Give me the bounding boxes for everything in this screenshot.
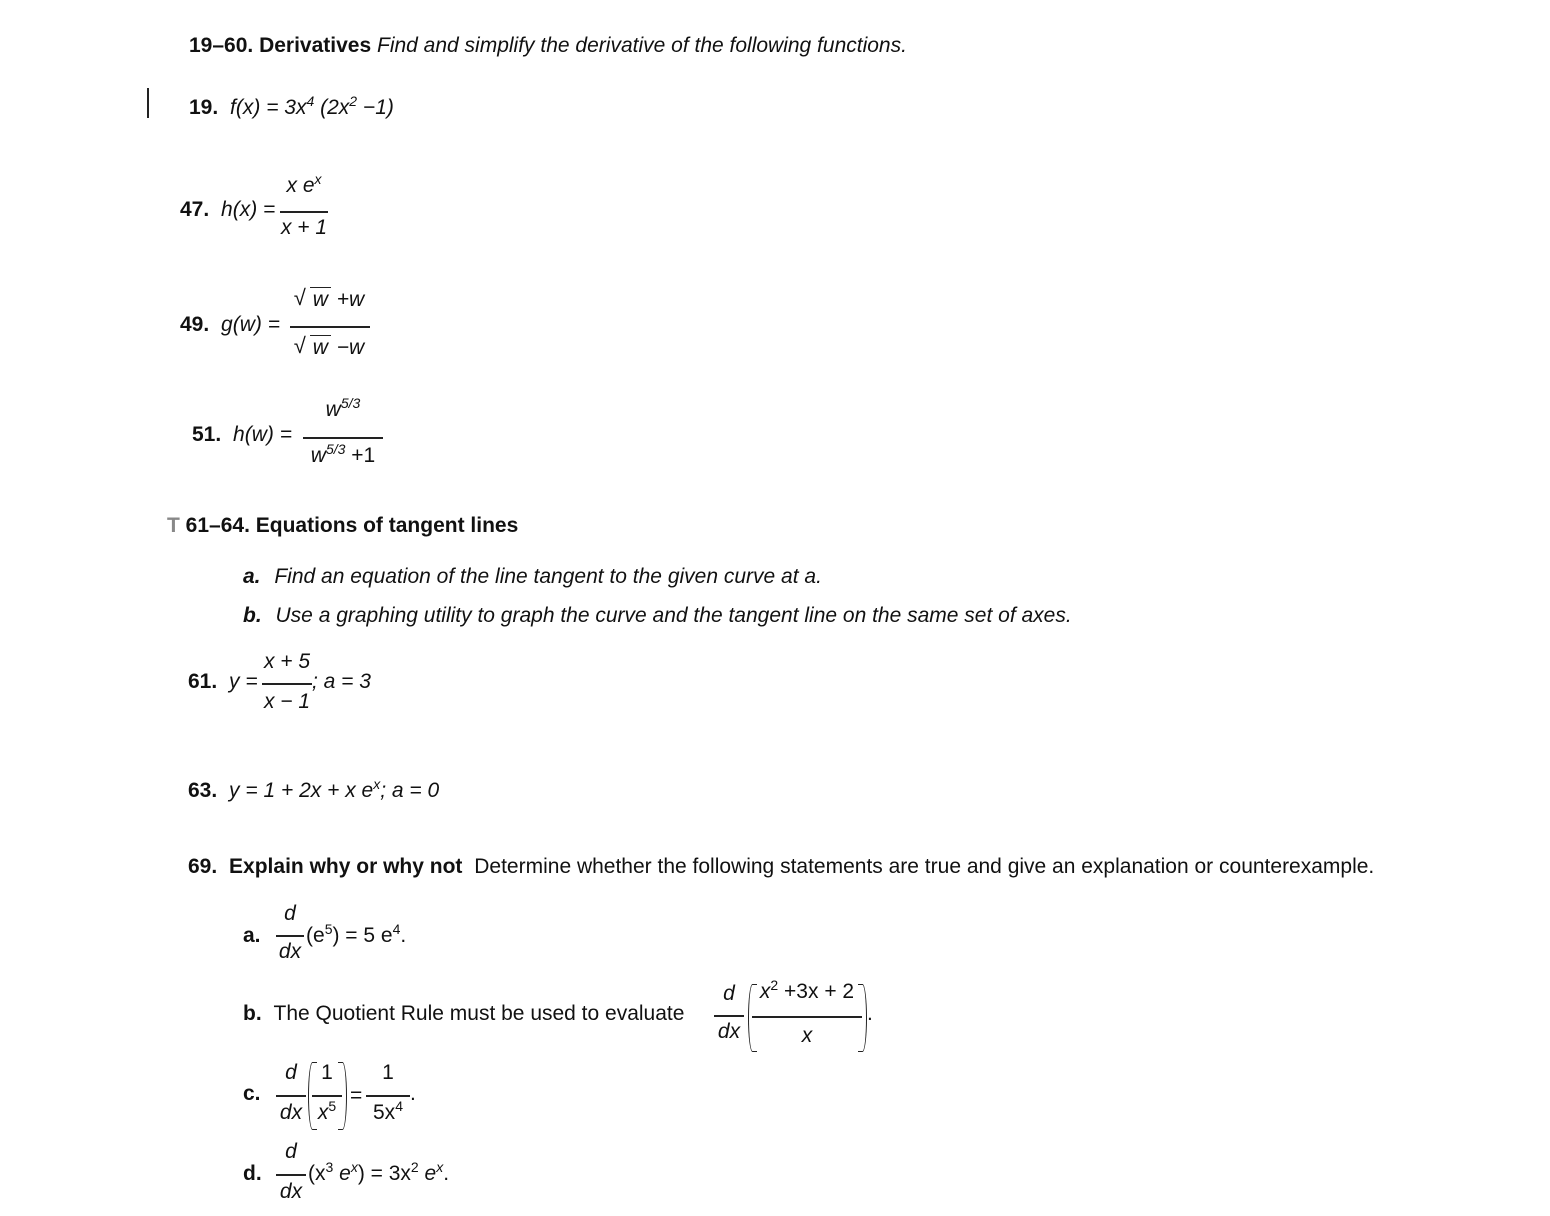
statement-a-label: a. (243, 924, 261, 947)
denominator: $w^{5/3} +1$ (310, 441, 376, 467)
problem-lhs: y = (229, 670, 258, 693)
right-paren (338, 1062, 347, 1130)
problem-19 (189, 93, 394, 120)
statement-c-inner-fraction: 1 $x^5$ (312, 1061, 342, 1127)
statement-a-expression: $(e^5) = 5$ $e^4$. (306, 921, 407, 947)
statement-label: b. (243, 1002, 262, 1025)
statement-b-fraction: $x^2 +3x + 2$ x (752, 980, 862, 1050)
right-paren (858, 984, 867, 1052)
problem-69-header (188, 855, 1374, 879)
fraction-47 (280, 171, 328, 244)
section-title: Equations of tangent lines (255, 514, 519, 537)
problem-number: 49. (180, 313, 210, 336)
numerator: x $e^x$ (286, 171, 322, 197)
section-range: 19–60. (189, 34, 254, 57)
denominator: x − 1 (263, 690, 311, 713)
statement-b-derivative-operator: d dx (714, 982, 744, 1046)
numerator: √ w +w (290, 288, 370, 312)
statement-b (243, 1002, 684, 1026)
problem-lhs: h(x) = (221, 198, 276, 221)
numerator: $w^{5/3}$ (325, 395, 361, 421)
tangent-item-b (243, 604, 1072, 628)
problem-expression: y = 1 + 2x + x $e^x$; a = 0 (229, 776, 440, 802)
problem-number: 61. (188, 670, 218, 693)
problem-51 (192, 423, 292, 447)
statement-c-rhs-fraction: 1 $5x^4$ (366, 1061, 410, 1127)
problem-number: 63. (188, 779, 218, 802)
denominator: x + 1 (280, 216, 328, 239)
problem-instructions: Determine whether the following statements are true and give an explanation or counterexample. (474, 855, 1375, 878)
problem-47 (180, 198, 275, 222)
problem-number: 19. (189, 96, 219, 119)
margin-cursor-line (147, 88, 149, 118)
section-range: 61–64. (185, 514, 250, 537)
problem-title: Explain why or why not (229, 855, 463, 878)
problem-lhs: g(w) = (221, 313, 280, 336)
section-title: Derivatives (259, 34, 372, 57)
problem-expression: $f(x) = 3x^4$ $(2x^2 -1)$ (230, 93, 394, 119)
problem-lhs: h(w) = (233, 423, 292, 446)
fraction-49 (290, 288, 370, 368)
statement-d-derivative-operator: d dx (276, 1140, 306, 1206)
problem-number: 69. (188, 855, 218, 878)
item-label: b. (243, 604, 262, 627)
item-label: a. (243, 565, 261, 588)
statement-a-derivative-operator: d dx (276, 902, 304, 966)
tangent-item-a (243, 565, 822, 589)
numerator: x + 5 (263, 650, 311, 673)
item-text: Use a graphing utility to graph the curve and the tangent line on the same set of axes. (275, 604, 1072, 627)
section-derivatives-header (189, 34, 907, 58)
section-tangent-header (167, 514, 518, 538)
fraction-61 (262, 650, 312, 716)
statement-c-label: c. (243, 1082, 261, 1105)
fraction-51 (303, 394, 383, 474)
statement-b-end: . (867, 1002, 873, 1025)
problem-63 (188, 776, 440, 803)
problem-number: 47. (180, 198, 210, 221)
problem-61 (188, 670, 258, 694)
statement-c-equals: = (350, 1084, 363, 1107)
technology-marker: T (167, 514, 180, 537)
problem-49 (180, 313, 280, 337)
problem-61-condition: ; a = 3 (312, 670, 371, 693)
denominator: √ w −w (290, 336, 370, 360)
item-text: Find an equation of the line tangent to the given curve at a. (274, 565, 822, 588)
problem-number: 51. (192, 423, 222, 446)
statement-d-expression: ($x^3$ $e^x) = 3x^2$ $e^x$. (308, 1159, 450, 1185)
statement-text: The Quotient Rule must be used to evaluate (273, 1002, 685, 1025)
section-instructions: Find and simplify the derivative of the following functions. (377, 34, 907, 57)
statement-d-label: d. (243, 1162, 262, 1185)
statement-c-end: . (410, 1082, 416, 1105)
statement-c-derivative-operator: d dx (276, 1061, 306, 1125)
